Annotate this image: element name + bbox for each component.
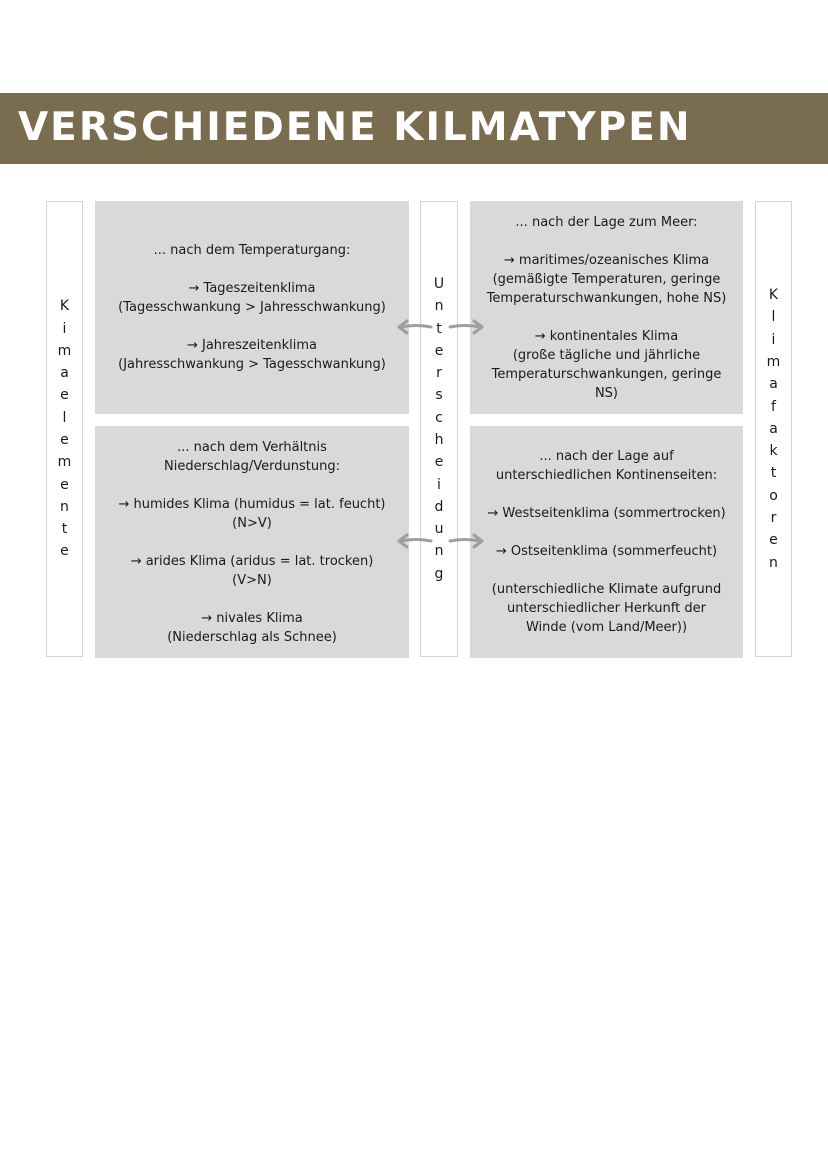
vertical-letter: l — [771, 309, 776, 326]
vertical-letter: m — [57, 454, 72, 471]
vertical-label-unterscheidung — [434, 273, 444, 585]
box-temperaturgang — [95, 201, 409, 414]
box-heading: ... nach der Lage zum Meer: — [515, 214, 698, 230]
vertical-letter: m — [766, 353, 781, 370]
arrow-right-icon — [446, 532, 486, 550]
title-bar — [0, 93, 828, 164]
vertical-letter: n — [60, 498, 69, 515]
box-item-jahreszeitenklima: → Jahreszeitenklima (Jahresschwankung > Tagesschwankung) — [118, 338, 386, 372]
vertical-letter: e — [60, 387, 69, 404]
vertical-letter: s — [435, 387, 443, 404]
box-heading: ... nach der Lage auf unterschiedlichen Kontinenseiten: — [495, 449, 718, 483]
vertical-letter: c — [435, 409, 443, 426]
vertical-letter: m — [57, 342, 72, 359]
vertical-letter: a — [769, 376, 778, 393]
vertical-letter: e — [60, 432, 69, 448]
vertical-letter: K — [768, 287, 779, 304]
vertical-letter: e — [60, 543, 69, 560]
vertical-letter: e — [434, 342, 444, 359]
vertical-letter: l — [62, 409, 67, 426]
vertical-letter: n — [434, 298, 444, 315]
vertical-letter: k — [769, 443, 778, 460]
box-heading: ... nach dem Verhältnis Niederschlag/Verdunstung: — [163, 439, 340, 474]
vertical-letter: t — [436, 320, 442, 337]
vertical-letter: a — [769, 420, 778, 437]
box-item-arides-klima: → arides Klima (aridus = lat. trocken) (V>N) — [130, 553, 374, 588]
side-column-unterscheidung — [420, 201, 458, 657]
vertical-label-klimaelemente — [58, 295, 72, 563]
box-item-maritimes-klima: → maritimes/ozeanisches Klima (gemäßigte Temperaturen, geringe Temperaturschwankungen, hohe NS) — [486, 252, 727, 306]
box-niederschlag-verdunstung — [95, 426, 409, 658]
vertical-letter: o — [769, 487, 778, 504]
box-item-westseitenklima: → Westseitenklima (sommertrocken) — [487, 506, 726, 521]
vertical-letter: g — [434, 565, 444, 582]
arrow-right-icon — [446, 318, 486, 336]
arrow-left-icon — [395, 532, 435, 550]
vertical-letter: t — [770, 465, 777, 482]
vertical-letter: t — [61, 521, 68, 538]
vertical-letter: u — [434, 521, 444, 538]
box-lage-zum-meer — [470, 201, 743, 414]
vertical-letter: e — [60, 476, 69, 493]
box-item-tageszeitenklima: → Tageszeitenklima (Tagesschwankung > Jahresschwankung) — [118, 281, 386, 315]
box-item-kontinentales-klima: → kontinentales Klima (große tägliche und jährliche Temperaturschwankungen, geringe NS) — [491, 328, 722, 401]
box-kontinentseiten — [470, 426, 743, 658]
box-note: (unterschiedliche Klimate aufgrund unterschiedlicher Herkunft der Winde (vom Land/Meer)) — [491, 582, 722, 635]
box-heading: ... nach dem Temperaturgang: — [153, 243, 351, 258]
vertical-letter: f — [771, 398, 776, 415]
vertical-letter: i — [771, 331, 776, 348]
side-column-klimaelemente — [46, 201, 83, 657]
box-item-nivales-klima: → nivales Klima (Niederschlag als Schnee) — [167, 610, 337, 645]
page-title: VERSCHIEDENE KILMATYPEN — [18, 105, 692, 150]
vertical-letter: e — [434, 454, 444, 471]
vertical-letter: n — [769, 554, 778, 571]
box-item-humides-klima: → humides Klima (humidus = lat. feucht) (N>V) — [118, 496, 386, 531]
vertical-letter: n — [434, 543, 444, 560]
box-item-ostseitenklima: → Ostseitenklima (sommerfeucht) — [495, 544, 718, 559]
side-column-klimafaktoren — [755, 201, 792, 657]
vertical-letter: i — [62, 320, 67, 337]
vertical-letter: h — [434, 432, 444, 448]
vertical-letter: a — [60, 365, 69, 382]
vertical-letter: r — [436, 365, 442, 382]
vertical-label-klimafaktoren — [767, 284, 781, 574]
vertical-letter: i — [437, 476, 441, 493]
vertical-letter: U — [433, 275, 445, 292]
arrow-left-icon — [395, 318, 435, 336]
vertical-letter: r — [770, 510, 777, 527]
vertical-letter: K — [59, 298, 70, 315]
vertical-letter: d — [434, 498, 444, 515]
vertical-letter: e — [769, 532, 778, 549]
